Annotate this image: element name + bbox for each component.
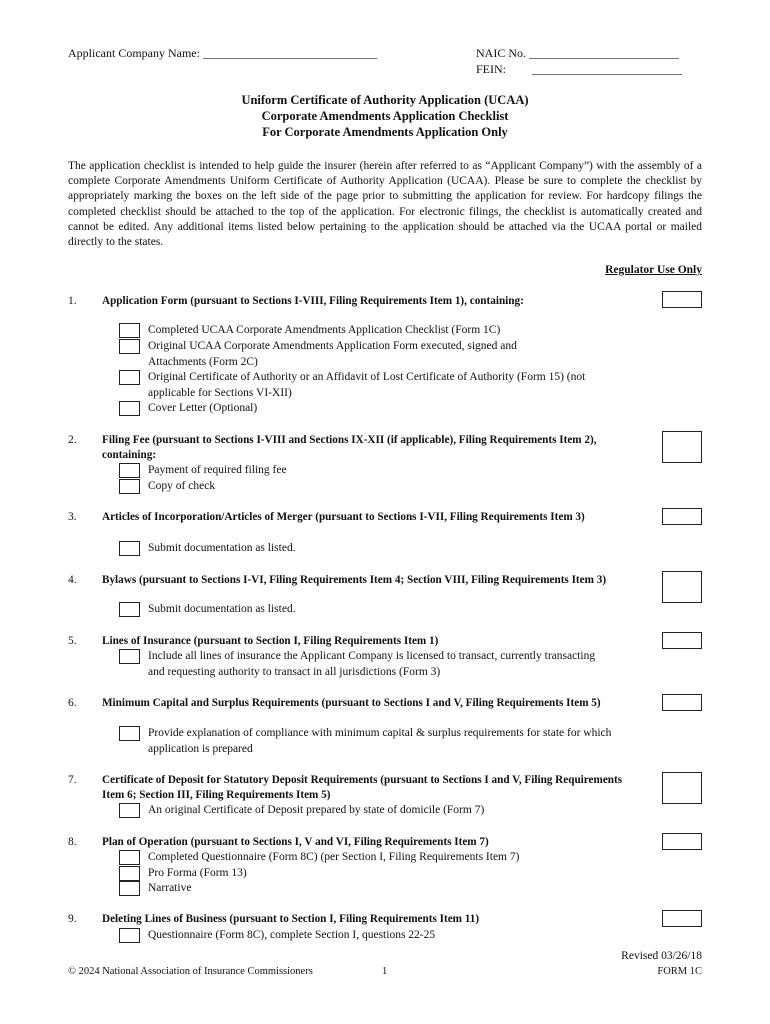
section-title-bylaws: Bylaws (pursuant to Sections I-VI, Filing Requirements Item 4; Section VIII, Filing Requirements Item 3) (102, 574, 607, 586)
section-title-minimum-capital: Minimum Capital and Surplus Requirements (pursuant to Sections I and V, Filing Requirements Item 5) (102, 697, 601, 709)
checkbox[interactable] (119, 479, 140, 494)
copyright-notice: © 2024 National Association of Insurance Commissioners (68, 966, 313, 977)
regulator-checkbox-6[interactable] (662, 694, 702, 711)
checklist-item: Provide explanation of compliance with minimum capital & surplus requirements for state for which application is prepared (148, 727, 612, 755)
revised-date: Revised 03/26/18 (621, 950, 702, 962)
section-number: 3. (68, 511, 77, 523)
checklist-item: Copy of check (148, 480, 216, 492)
intro-paragraph: The application checklist is intended to help guide the insurer (herein after referred to as “Applicant Company”) with the assembly of a complete Corporate Amendments Uniform Certificate of Authority Application (UCAA). Please be sure to complete the checklist by appropriately marking the boxes on the left side of the page prior to submitting the application for review. For hardcopy filings the completed checklist should be attached to the top of the application. For electronic filings, the checklist is automatically created and cannot be edited. Any additional items listed below pertaining to the application should be attached via the UCAA portal or mailed directly to the states. (68, 160, 702, 249)
section-title-certificate-of-deposit: Certificate of Deposit for Statutory Deposit Requirements (pursuant to Sections I and V, Filing Requirements Item 6; Section III, Filing Requirements Item 5) (102, 774, 623, 801)
document-subtitle: Corporate Amendments Application Checklist (261, 109, 509, 123)
section-number: 4. (68, 574, 77, 586)
checkbox[interactable] (119, 881, 140, 896)
checklist-item: Payment of required filing fee (148, 464, 287, 476)
checkbox[interactable] (119, 928, 140, 943)
section-number: 2. (68, 434, 77, 446)
section-title-lines-of-insurance: Lines of Insurance (pursuant to Section I, Filing Requirements Item 1) (102, 635, 439, 647)
checklist-item: Completed Questionnaire (Form 8C) (per Section I, Filing Requirements Item 7) (148, 851, 520, 863)
section-number: 8. (68, 836, 77, 848)
checklist-item: An original Certificate of Deposit prepared by state of domicile (Form 7) (148, 804, 485, 816)
checkbox[interactable] (119, 602, 140, 617)
checklist-item: Cover Letter (Optional) (148, 402, 258, 414)
document-title: Uniform Certificate of Authority Application (UCAA) (241, 93, 529, 107)
section-title-plan-of-operation: Plan of Operation (pursuant to Sections I, V and VI, Filing Requirements Item 7) (102, 836, 489, 848)
section-number: 7. (68, 774, 77, 786)
document-subtitle-2: For Corporate Amendments Application Only (262, 125, 508, 139)
regulator-checkbox-4[interactable] (662, 571, 702, 603)
regulator-checkbox-5[interactable] (662, 632, 702, 649)
section-number: 5. (68, 635, 77, 647)
checkbox[interactable] (119, 866, 140, 881)
regulator-checkbox-8[interactable] (662, 833, 702, 850)
checkbox[interactable] (119, 370, 140, 385)
regulator-checkbox-7[interactable] (662, 772, 702, 804)
applicant-company-name-field[interactable]: Applicant Company Name: _____________________________ (68, 46, 377, 60)
checkbox[interactable] (119, 541, 140, 556)
checklist-item: Original Certificate of Authority or an Affidavit of Lost Certificate of Authority (Form 15) (not applicable for Sections VI-XII) (148, 371, 586, 399)
checklist-item: Completed UCAA Corporate Amendments Application Checklist (Form 1C) (148, 324, 501, 336)
section-title-application-form: Application Form (pursuant to Sections I-VIII, Filing Requirements Item 1), containing: (102, 295, 524, 307)
section-number: 9. (68, 913, 77, 925)
regulator-use-heading: Regulator Use Only (605, 264, 702, 276)
checkbox[interactable] (119, 401, 140, 416)
checkbox[interactable] (119, 850, 140, 865)
checkbox[interactable] (119, 463, 140, 478)
checklist-item: Include all lines of insurance the Applicant Company is licensed to transact, currently transacting and requesting authority to transact in all jurisdictions (Form 3) (148, 650, 596, 678)
form-number: FORM 1C (657, 966, 702, 977)
checklist-item: Submit documentation as listed. (148, 542, 296, 554)
regulator-checkbox-9[interactable] (662, 910, 702, 927)
checklist-item: Pro Forma (Form 13) (148, 867, 247, 879)
checkbox[interactable] (119, 803, 140, 818)
section-number: 1. (68, 295, 77, 307)
regulator-checkbox-2[interactable] (662, 431, 702, 463)
checkbox[interactable] (119, 649, 140, 664)
section-number: 6. (68, 697, 77, 709)
page-number: 1 (382, 966, 388, 977)
naic-number-field[interactable]: NAIC No. _________________________ (476, 46, 679, 60)
checklist-item: Original UCAA Corporate Amendments Application Form executed, signed and Attachments (Form 2C) (148, 340, 517, 368)
fein-label: FEIN: (476, 62, 506, 76)
checkbox[interactable] (119, 726, 140, 741)
checklist-item: Questionnaire (Form 8C), complete Section I, questions 22-25 (148, 929, 436, 941)
checkbox[interactable] (119, 339, 140, 354)
regulator-checkbox-1[interactable] (662, 291, 702, 308)
section-title-filing-fee: Filing Fee (pursuant to Sections I-VIII and Sections IX-XII (if applicable), Filing Requirements Item 2), containing: (102, 434, 597, 461)
fein-field[interactable]: _________________________ (532, 62, 682, 76)
checkbox[interactable] (119, 323, 140, 338)
regulator-checkbox-3[interactable] (662, 508, 702, 525)
section-title-articles: Articles of Incorporation/Articles of Merger (pursuant to Sections I-VII, Filing Requirements Item 3) (102, 511, 585, 523)
section-title-deleting-lines: Deleting Lines of Business (pursuant to Section I, Filing Requirements Item 11) (102, 913, 480, 925)
checklist-item: Narrative (148, 882, 192, 894)
checklist-item: Submit documentation as listed. (148, 603, 296, 615)
